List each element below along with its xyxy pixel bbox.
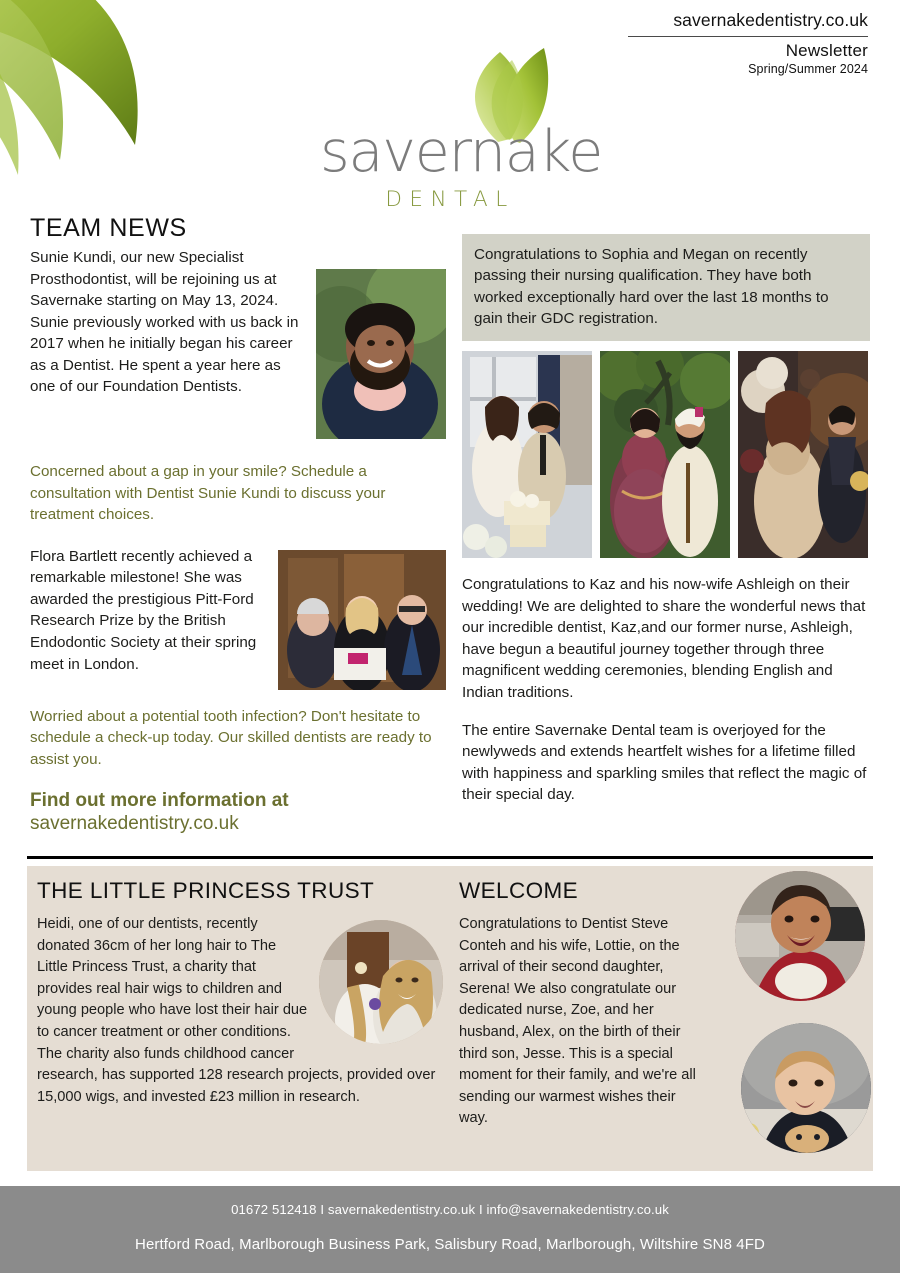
congratulations-column — [462, 234, 870, 806]
footer-contact[interactable]: 01672 512418 I savernakedentistry.co.uk I info@savernakedentistry.co.uk — [231, 1202, 669, 1217]
wedding-photo-strip — [462, 351, 870, 558]
site-url[interactable]: savernakedentistry.co.uk — [673, 10, 868, 30]
logo-wordmark: savernake — [320, 119, 603, 185]
team-news-cta-1: Concerned about a gap in your smile? Schedule a consultation with Dentist Sunie Kundi to discuss your treatment choices. — [30, 463, 386, 524]
welcome-body: Congratulations to Dentist Steve Conteh and his wife, Lottie, on the arrival of their second daughter, Serena! We also congratulate our dedicated nurse, Zoe, and her husband, Alex, on the birth of their third son, Jesse. This is a special moment for their family, and we're all sending our warmest wishes their way. — [459, 916, 696, 1127]
wedding-reception-dancing-photo — [738, 351, 868, 558]
nursing-qualification-box — [462, 234, 870, 341]
wedding-paragraph-1: Congratulations to Kaz and his now-wife Ashleigh on their wedding! We are delighted to share the wonderful news that our incredible dentist, Kaz,and our former nurse, Ashleigh, have begun a beautiful journey together through three magnificent wedding ceremonies, blending English and Indian traditions. — [462, 576, 866, 702]
welcome-block — [459, 878, 699, 1130]
issue-date: Spring/Summer 2024 — [748, 62, 868, 76]
masthead-rule — [628, 36, 868, 37]
section-divider — [27, 856, 873, 859]
indian-wedding-couple-photo — [600, 351, 730, 558]
little-princess-trust-heading: THE LITTLE PRINCESS TRUST — [37, 878, 375, 903]
little-princess-trust-block — [37, 878, 447, 1108]
wedding-cake-cutting-photo — [462, 351, 592, 558]
heidi-hair-donation-photo — [319, 920, 443, 1044]
welcome-heading: WELCOME — [459, 878, 579, 903]
flora-bartlett-award-photo — [278, 550, 446, 690]
team-news-cta-2: Worried about a potential tooth infection? Don't hesitate to schedule a check-up today. Our skilled dentists are ready to assist you. — [30, 707, 432, 768]
baby-jesse-photo — [741, 1023, 871, 1153]
newsletter-label: Newsletter — [785, 41, 868, 60]
team-news-heading: TEAM NEWS — [30, 214, 187, 242]
footer-address: Hertford Road, Marlborough Business Park, Salisbury Road, Marlborough, Wiltshire SN8 4FD — [135, 1236, 765, 1253]
nursing-qualification-text: Congratulations to Sophia and Megan on recently passing their nursing qualification. They have both worked exceptionally hard over the last 18 months to gain their GDC registration. — [474, 246, 829, 327]
find-out-more-url[interactable]: savernakedentistry.co.uk — [30, 812, 239, 834]
little-princess-trust-body: Heidi, one of our dentists, recently donated 36cm of her long hair to The Little Princess Trust, a charity that provides real hair wigs to children and young people who have lost their hair due to cancer treatment or other conditions. The charity also funds childhood cancer research, has supported 128 research projects, provided over 15,000 wigs, and invested £23 million in research. — [37, 916, 436, 1105]
sunie-kundi-portrait-photo — [316, 269, 446, 439]
baby-serena-photo — [735, 871, 865, 1001]
lower-section — [27, 866, 873, 1171]
find-out-more-heading: Find out more information at — [30, 790, 289, 812]
footer — [0, 1186, 900, 1273]
wedding-paragraph-2: The entire Savernake Dental team is overjoyed for the newlyweds and extends heartfelt wishes for a lifetime filled with happiness and sparkling smiles that reflect the magic of their special day. — [462, 721, 867, 804]
logo-block — [0, 42, 900, 212]
team-news-paragraph-1: Sunie Kundi, our new Specialist Prosthodontist, will be rejoining us at Savernake starting on May 13, 2024. Sunie previously worked with us back in 2017 when he initially began his career as a Dentist. He spent a year here as one of our Foundation Dentists. — [30, 249, 299, 396]
team-news-paragraph-2: Flora Bartlett recently achieved a remarkable milestone! She was awarded the prestigious Pitt-Ford Research Prize by the British Endodontic Society at their spring meet in London. — [30, 547, 257, 673]
team-news-column — [30, 214, 448, 835]
logo-subtitle: DENTAL — [385, 187, 515, 212]
